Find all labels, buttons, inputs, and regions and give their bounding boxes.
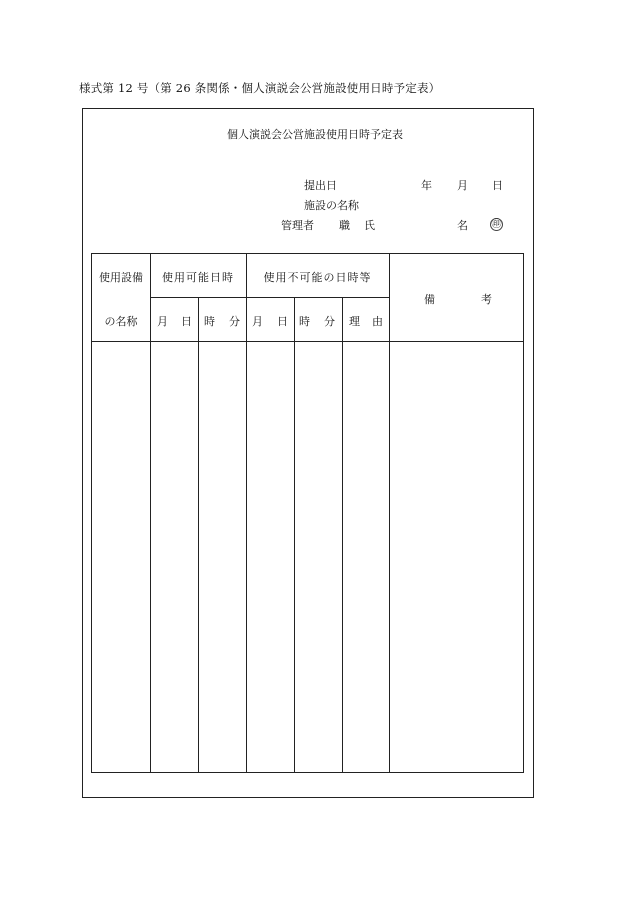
seal-icon: ㊞ (491, 219, 502, 230)
unavailable-day-header: 日 (277, 315, 288, 328)
row-divider (150, 297, 389, 298)
year-label: 年 (421, 179, 432, 192)
position-label: 職 (339, 219, 350, 232)
facility-name-label: 施設の名称 (304, 199, 359, 212)
row-divider (92, 341, 523, 342)
unavailable-datetime-header: 使用不可能の日時等 (263, 271, 372, 284)
day-label: 日 (492, 179, 503, 192)
column-divider (246, 254, 247, 773)
unavailable-month-header: 月 (252, 315, 263, 328)
column-divider (342, 297, 343, 773)
unavailable-minute-header: 分 (324, 315, 335, 328)
document-title: 個人演説会公営施設使用日時予定表 (227, 128, 403, 141)
remarks-header-second: 考 (481, 293, 492, 306)
month-label: 月 (457, 179, 468, 192)
name-label-second: 名 (457, 219, 468, 232)
reason-header-first: 理 (349, 315, 360, 328)
column-divider (389, 254, 390, 773)
unavailable-hour-header: 時 (299, 315, 310, 328)
equipment-name-header-bottom: の名称 (104, 315, 138, 328)
reason-header-second: 由 (372, 315, 383, 328)
available-month-header: 月 (157, 315, 168, 328)
manager-label: 管理者 (281, 219, 314, 232)
available-day-header: 日 (181, 315, 192, 328)
seal-mark (490, 217, 503, 231)
column-divider (150, 254, 151, 773)
name-label-first: 氏 (364, 219, 375, 232)
available-minute-header: 分 (229, 315, 240, 328)
submission-date-label: 提出日 (304, 179, 337, 192)
form-number-label: 様式第 12 号（第 26 条関係・個人演説会公営施設使用日時予定表） (79, 81, 441, 95)
schedule-table (91, 253, 524, 773)
remarks-header-first: 備 (424, 293, 435, 306)
column-divider (198, 297, 199, 773)
equipment-name-header-top: 使用設備 (99, 271, 143, 284)
column-divider (294, 297, 295, 773)
available-datetime-header: 使用可能日時 (162, 271, 234, 284)
available-hour-header: 時 (204, 315, 215, 328)
